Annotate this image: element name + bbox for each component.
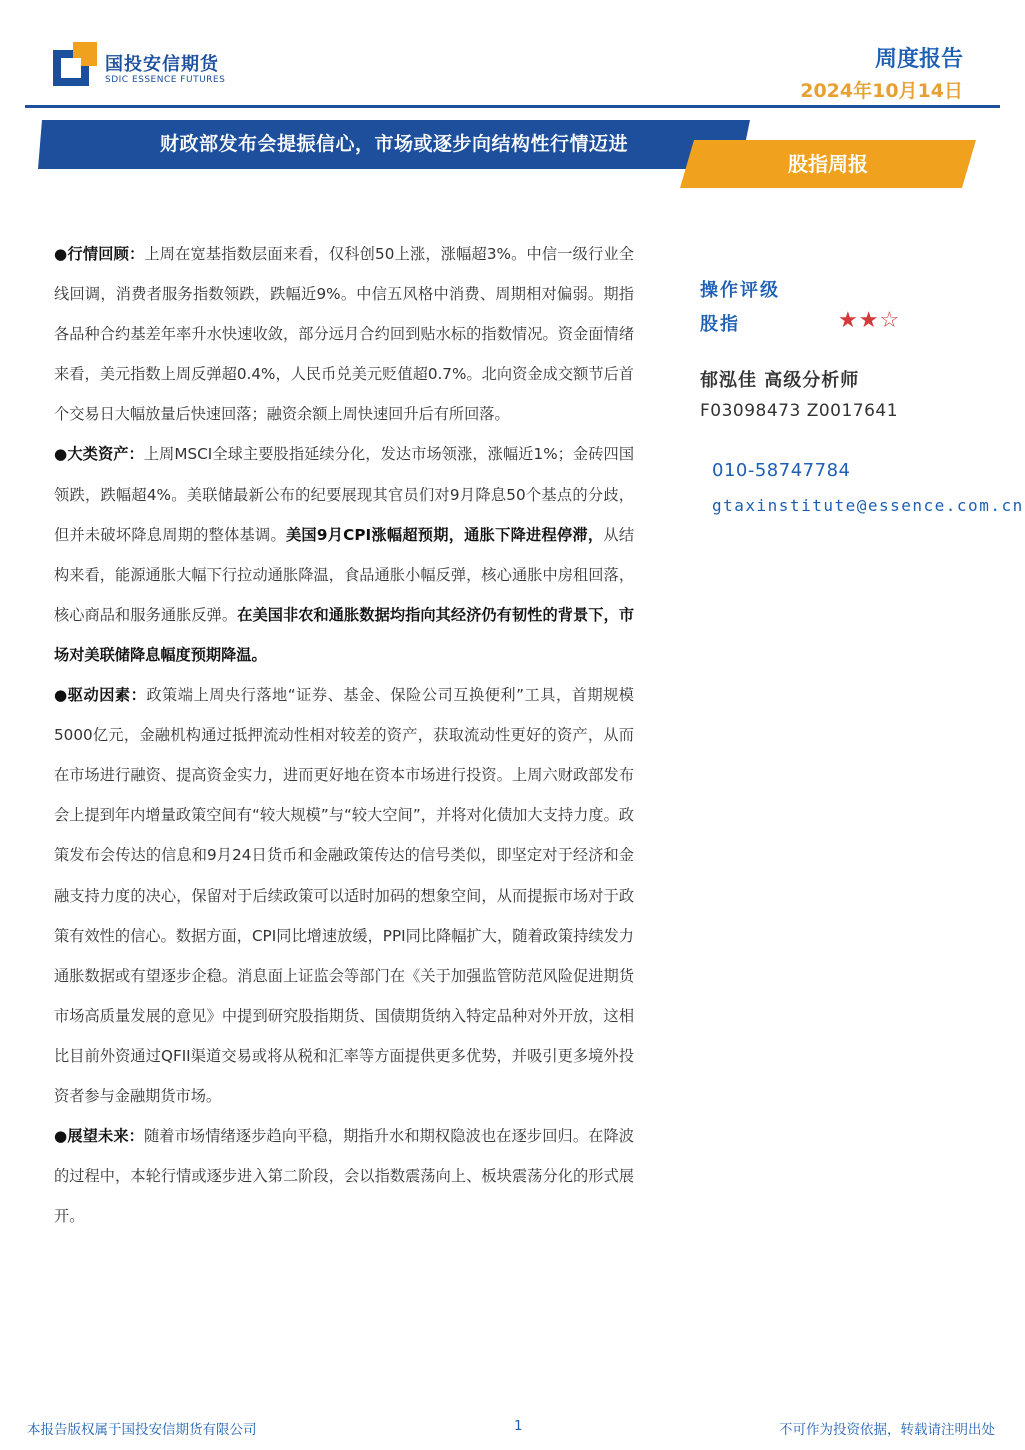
footer-copyright: 本报告版权属于国投安信期货有限公司: [27, 1422, 257, 1438]
paragraph-market-review: [54, 234, 634, 434]
analyst-name: 郁泓佳 高级分析师: [700, 370, 860, 391]
paragraph-text: 政策端上周央行落地“证券、基金、保险公司互换便利”工具，首期规模5000亿元，金融机构通过抵押流动性相对较差的资产，获取流动性更好的资产，从而在市场进行融资、提高资金实力，进而更好地在资本市场进行投资。上周六财政部发布会上提到年内增量政策空间有“较大规模”与“较大空间”，并将对化债加大支持力度。政策发布会传达的信息和9月24日货币和金融政策传达的信号类似，即坚定对于经济和金融支持力度的决心，保留对于后续政策可以适时加码的想象空间，从而提振市场对于政策有效性的信心。数据方面，CPI同比增速放缓，PPI同比降幅扩大，随着政策持续发力通胀数据或有望逐步企稳。消息面上证监会等部门在《关于加强监管防范风险促进期货市场高质量发展的意见》中提到研究股指期货、国债期货纳入特定品种对外开放，这相比目前外资通过QFII渠道交易或将从税和汇率等方面提供更多优势，并吸引更多境外投资者参与金融期货市场。: [54, 686, 634, 1105]
report-tag: [680, 140, 976, 188]
paragraph-outlook: [54, 1116, 634, 1236]
logo-text-cn: 国投安信期货: [105, 54, 219, 75]
paragraph-drivers: [54, 675, 634, 1116]
paragraph-label: ●驱动因素：: [54, 686, 147, 705]
footer-disclaimer: 不可作为投资依据，转载请注明出处: [779, 1422, 995, 1438]
logo-text-en: SDIC ESSENCE FUTURES: [105, 75, 226, 85]
page-number: 1: [514, 1418, 523, 1434]
company-logo: [53, 42, 243, 90]
main-content: [54, 234, 634, 1236]
logo-mark-icon: [53, 42, 97, 86]
rating-title: 操作评级: [700, 280, 780, 301]
paragraph-label: ●展望未来：: [54, 1127, 144, 1146]
paragraph-label: ●行情回顾：: [54, 245, 145, 263]
rating-stars-icon: ★★☆: [838, 308, 901, 333]
paragraph-text: 随着市场情绪逐步趋向平稳，期指升水和期权隐波也在逐步回归。在降波的过程中，本轮行情或逐步进入第二阶段，会以指数震荡向上、板块震荡分化的形式展开。: [54, 1127, 634, 1226]
paragraph-label: ●大类资产：: [54, 445, 144, 464]
header-divider: [25, 105, 1000, 108]
report-date: 2024年10月14日: [800, 80, 963, 102]
paragraph-emphasis: 在美国非农和通胀数据均指向其经济仍有韧性的背景下，市场对美联储降息幅度预期降温。: [54, 605, 635, 664]
contact-phone[interactable]: 010-58747784: [712, 460, 851, 481]
report-type: 周度报告: [874, 47, 963, 72]
paragraph-asset-classes: [54, 434, 634, 675]
paragraph-text: 从结构来看，能源通胀大幅下行拉动通胀降温，食品通胀小幅反弹，核心通胀中房租回落，核心商品和服务通胀反弹。: [54, 525, 635, 624]
rating-label: 股指: [700, 314, 740, 335]
paragraph-text: 上周MSCI全球主要股指延续分化，发达市场领涨，涨幅近1%；金砖四国领跌，跌幅超4%。美联储最新公布的纪要展现其官员们对9月降息50个基点的分歧，但并未破坏降息周期的整体基调。: [54, 445, 635, 544]
paragraph-text: 上周在宽基指数层面来看，仅科创50上涨，涨幅超3%。中信一级行业全线回调，消费者服务指数领跌，跌幅近9%。中信五风格中消费、周期相对偏弱。期指各品种合约基差年率升水快速收敛，部分远月合约回到贴水标的指数情况。资金面情绪来看，美元指数上周反弹超0.4%，人民币兑美元贬值超0.7%。北向资金成交额节后首个交易日大幅放量后快速回落；融资余额上周快速回升后有所回落。: [54, 245, 634, 424]
report-title: 财政部发布会提振信心，市场或逐步向结构性行情迈进: [159, 133, 628, 155]
paragraph-emphasis: 美国9月CPI涨幅超预期，通胀下降进程停滞，: [285, 525, 604, 544]
title-banner: [38, 120, 750, 169]
contact-email[interactable]: gtaxinstitute@essence.com.cn: [712, 496, 1024, 515]
analyst-certificate: F03098473 Z0017641: [700, 401, 899, 421]
report-tag-label: 股指周报: [788, 152, 868, 176]
